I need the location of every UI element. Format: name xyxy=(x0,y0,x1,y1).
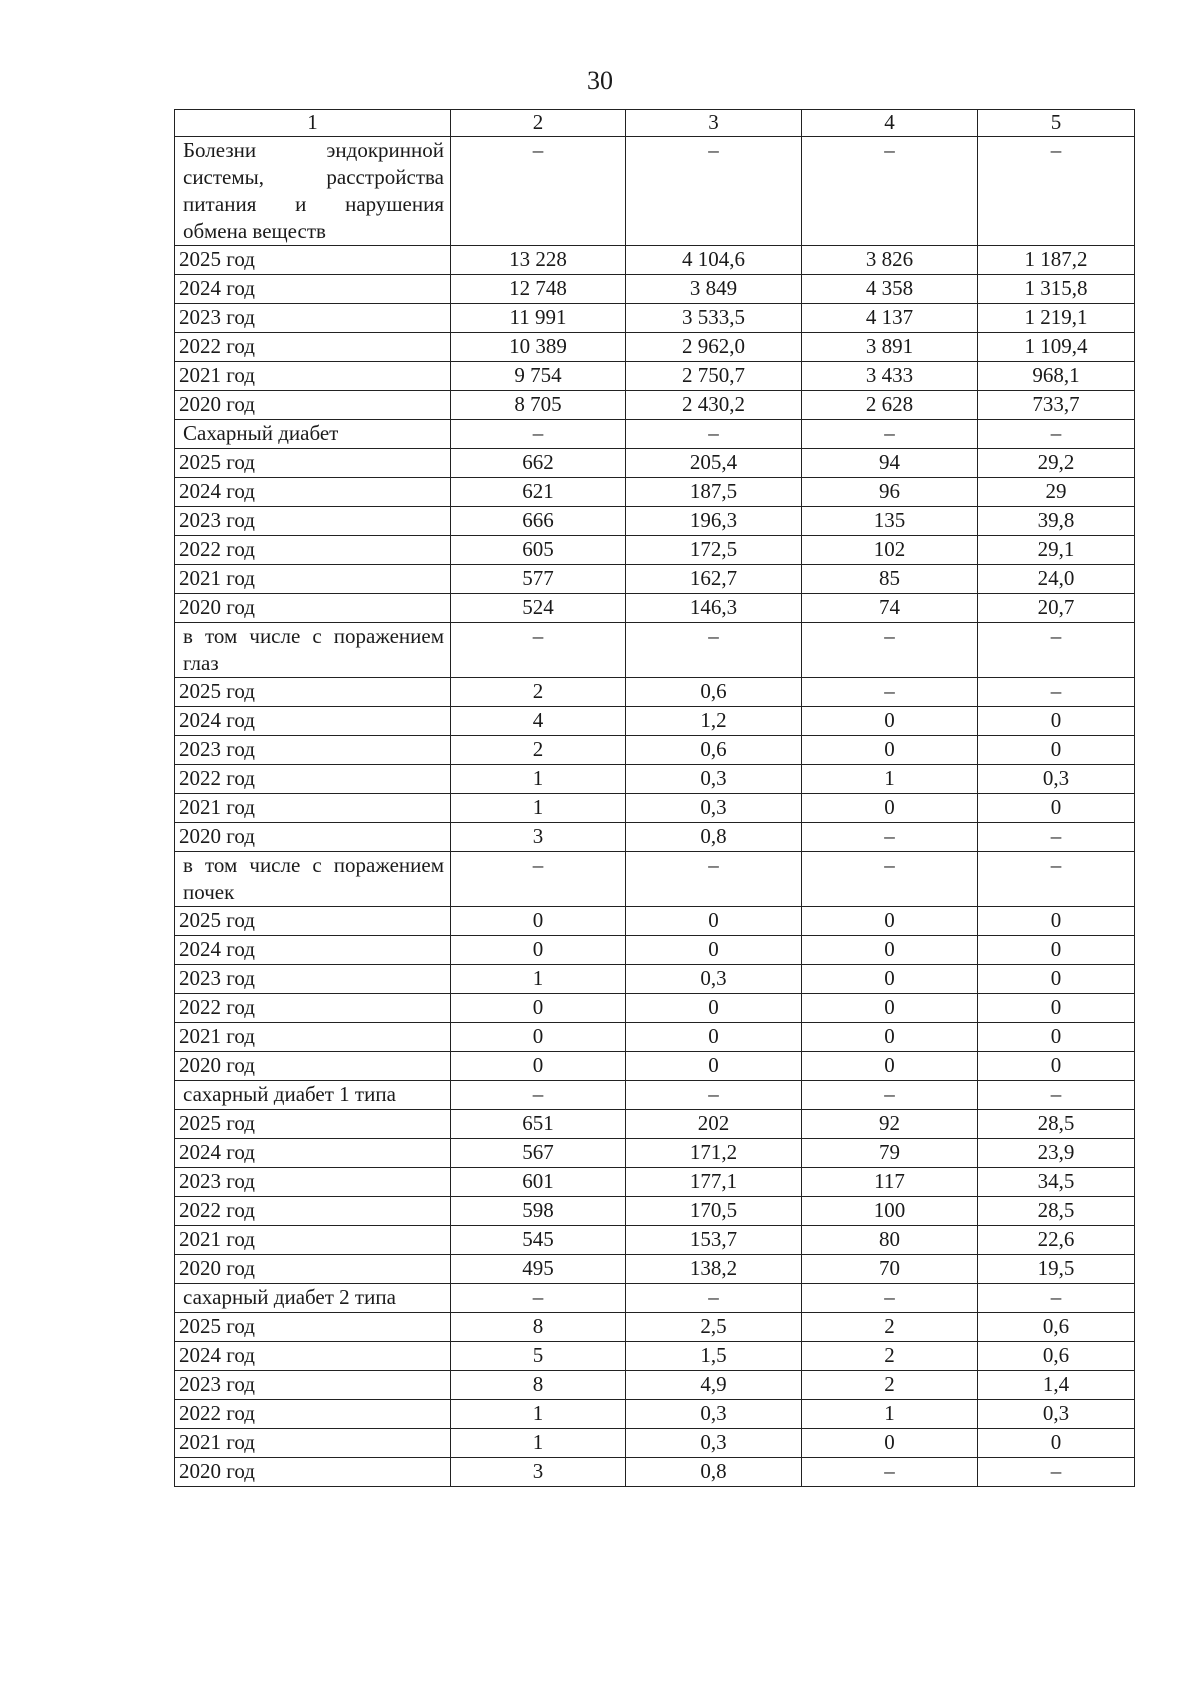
value-cell: 662 xyxy=(451,449,626,478)
value-cell: 0,6 xyxy=(978,1313,1135,1342)
value-cell: – xyxy=(802,623,978,678)
value-cell: 34,5 xyxy=(978,1168,1135,1197)
table-row xyxy=(175,1458,1135,1487)
value-cell: 1 xyxy=(451,794,626,823)
table-row xyxy=(175,594,1135,623)
column-number-cell: 2 xyxy=(451,110,626,137)
value-cell: 117 xyxy=(802,1168,978,1197)
value-cell: 0 xyxy=(626,907,802,936)
value-cell: 0,3 xyxy=(626,765,802,794)
group-label-cell: в том числе с поражением глаз xyxy=(175,623,451,678)
table-row xyxy=(175,1197,1135,1226)
column-number-cell: 4 xyxy=(802,110,978,137)
table-row xyxy=(175,536,1135,565)
value-cell: 12 748 xyxy=(451,275,626,304)
value-cell: 85 xyxy=(802,565,978,594)
value-cell: 1 xyxy=(451,965,626,994)
value-cell: – xyxy=(978,1284,1135,1313)
value-cell: 0 xyxy=(451,936,626,965)
value-cell: 102 xyxy=(802,536,978,565)
table-row xyxy=(175,362,1135,391)
value-cell: 0 xyxy=(978,707,1135,736)
value-cell: 8 xyxy=(451,1371,626,1400)
table-group-row xyxy=(175,420,1135,449)
value-cell: 0,3 xyxy=(626,1429,802,1458)
table-row xyxy=(175,1110,1135,1139)
value-cell: – xyxy=(978,420,1135,449)
value-cell: – xyxy=(802,823,978,852)
year-label-cell: 2025 год xyxy=(175,1110,451,1139)
value-cell: 601 xyxy=(451,1168,626,1197)
value-cell: 1 187,2 xyxy=(978,246,1135,275)
value-cell: 202 xyxy=(626,1110,802,1139)
value-cell: 577 xyxy=(451,565,626,594)
value-cell: 4 137 xyxy=(802,304,978,333)
year-label-cell: 2020 год xyxy=(175,1255,451,1284)
table-row xyxy=(175,478,1135,507)
table-row xyxy=(175,304,1135,333)
value-cell: – xyxy=(626,137,802,246)
value-cell: 0 xyxy=(978,1429,1135,1458)
value-cell: 651 xyxy=(451,1110,626,1139)
value-cell: – xyxy=(802,1081,978,1110)
year-label-cell: 2022 год xyxy=(175,333,451,362)
value-cell: 11 991 xyxy=(451,304,626,333)
value-cell: 0 xyxy=(978,736,1135,765)
value-cell: 0 xyxy=(802,707,978,736)
value-cell: – xyxy=(802,1458,978,1487)
value-cell: – xyxy=(626,420,802,449)
value-cell: 0 xyxy=(451,1023,626,1052)
value-cell: – xyxy=(451,852,626,907)
value-cell: 2 962,0 xyxy=(626,333,802,362)
year-label-cell: 2024 год xyxy=(175,1139,451,1168)
value-cell: – xyxy=(978,678,1135,707)
value-cell: 1,2 xyxy=(626,707,802,736)
group-label-cell: в том числе с поражением почек xyxy=(175,852,451,907)
value-cell: 0,6 xyxy=(626,736,802,765)
year-label-cell: 2025 год xyxy=(175,449,451,478)
value-cell: 3 849 xyxy=(626,275,802,304)
value-cell: 100 xyxy=(802,1197,978,1226)
value-cell: 135 xyxy=(802,507,978,536)
value-cell: 0,6 xyxy=(978,1342,1135,1371)
year-label-cell: 2024 год xyxy=(175,936,451,965)
year-label-cell: 2021 год xyxy=(175,362,451,391)
value-cell: 162,7 xyxy=(626,565,802,594)
group-label-cell: Сахарный диабет xyxy=(175,420,451,449)
value-cell: 0 xyxy=(978,1023,1135,1052)
value-cell: 0,3 xyxy=(626,794,802,823)
value-cell: 0 xyxy=(978,936,1135,965)
value-cell: – xyxy=(802,420,978,449)
table-body xyxy=(175,110,1135,1487)
year-label-cell: 2021 год xyxy=(175,1226,451,1255)
value-cell: – xyxy=(451,1284,626,1313)
value-cell: – xyxy=(978,623,1135,678)
value-cell: 0,6 xyxy=(626,678,802,707)
value-cell: 1,4 xyxy=(978,1371,1135,1400)
value-cell: 13 228 xyxy=(451,246,626,275)
value-cell: 8 705 xyxy=(451,391,626,420)
table-group-row xyxy=(175,1081,1135,1110)
value-cell: 20,7 xyxy=(978,594,1135,623)
table-row xyxy=(175,449,1135,478)
value-cell: 1,5 xyxy=(626,1342,802,1371)
year-label-cell: 2022 год xyxy=(175,536,451,565)
year-label-cell: 2024 год xyxy=(175,707,451,736)
year-label-cell: 2021 год xyxy=(175,794,451,823)
value-cell: 1 315,8 xyxy=(978,275,1135,304)
value-cell: 495 xyxy=(451,1255,626,1284)
year-label-cell: 2020 год xyxy=(175,823,451,852)
column-number-row xyxy=(175,110,1135,137)
table-row xyxy=(175,823,1135,852)
value-cell: 74 xyxy=(802,594,978,623)
value-cell: 1 109,4 xyxy=(978,333,1135,362)
value-cell: 0 xyxy=(451,1052,626,1081)
value-cell: 205,4 xyxy=(626,449,802,478)
value-cell: – xyxy=(802,137,978,246)
year-label-cell: 2020 год xyxy=(175,1458,451,1487)
value-cell: 39,8 xyxy=(978,507,1135,536)
value-cell: – xyxy=(802,852,978,907)
year-label-cell: 2020 год xyxy=(175,391,451,420)
value-cell: 2 750,7 xyxy=(626,362,802,391)
value-cell: 0 xyxy=(626,1052,802,1081)
value-cell: 0 xyxy=(802,736,978,765)
value-cell: 4,9 xyxy=(626,1371,802,1400)
value-cell: 2 xyxy=(802,1342,978,1371)
value-cell: 0 xyxy=(978,994,1135,1023)
table-row xyxy=(175,994,1135,1023)
value-cell: 1 xyxy=(451,765,626,794)
year-label-cell: 2025 год xyxy=(175,1313,451,1342)
value-cell: 0,8 xyxy=(626,823,802,852)
value-cell: 545 xyxy=(451,1226,626,1255)
value-cell: 1 xyxy=(802,1400,978,1429)
year-label-cell: 2022 год xyxy=(175,1400,451,1429)
value-cell: 2 628 xyxy=(802,391,978,420)
value-cell: 0 xyxy=(626,994,802,1023)
value-cell: 3 826 xyxy=(802,246,978,275)
value-cell: 0 xyxy=(626,1023,802,1052)
value-cell: 666 xyxy=(451,507,626,536)
value-cell: – xyxy=(626,1284,802,1313)
table-row xyxy=(175,391,1135,420)
value-cell: 3 533,5 xyxy=(626,304,802,333)
value-cell: 170,5 xyxy=(626,1197,802,1226)
value-cell: – xyxy=(978,852,1135,907)
value-cell: 0 xyxy=(626,936,802,965)
value-cell: 598 xyxy=(451,1197,626,1226)
column-number-cell: 3 xyxy=(626,110,802,137)
value-cell: 968,1 xyxy=(978,362,1135,391)
value-cell: 19,5 xyxy=(978,1255,1135,1284)
value-cell: 0,3 xyxy=(978,1400,1135,1429)
table-row xyxy=(175,275,1135,304)
year-label-cell: 2023 год xyxy=(175,507,451,536)
value-cell: – xyxy=(451,623,626,678)
value-cell: 0 xyxy=(802,994,978,1023)
year-label-cell: 2024 год xyxy=(175,478,451,507)
value-cell: 92 xyxy=(802,1110,978,1139)
group-label-cell: сахарный диабет 1 типа xyxy=(175,1081,451,1110)
value-cell: – xyxy=(451,1081,626,1110)
table-row xyxy=(175,1168,1135,1197)
value-cell: 0,3 xyxy=(626,1400,802,1429)
value-cell: 567 xyxy=(451,1139,626,1168)
value-cell: 0 xyxy=(978,965,1135,994)
value-cell: 1 xyxy=(802,765,978,794)
year-label-cell: 2024 год xyxy=(175,275,451,304)
value-cell: – xyxy=(978,1081,1135,1110)
table-group-row xyxy=(175,852,1135,907)
value-cell: 22,6 xyxy=(978,1226,1135,1255)
value-cell: 0 xyxy=(978,907,1135,936)
value-cell: 29,2 xyxy=(978,449,1135,478)
table-row xyxy=(175,1139,1135,1168)
value-cell: – xyxy=(802,1284,978,1313)
value-cell: 0 xyxy=(802,965,978,994)
table-row xyxy=(175,1255,1135,1284)
value-cell: 94 xyxy=(802,449,978,478)
value-cell: 0 xyxy=(802,1052,978,1081)
table-row xyxy=(175,1052,1135,1081)
year-label-cell: 2023 год xyxy=(175,736,451,765)
year-label-cell: 2022 год xyxy=(175,994,451,1023)
value-cell: 0 xyxy=(451,907,626,936)
year-label-cell: 2023 год xyxy=(175,1168,451,1197)
table-group-row xyxy=(175,1284,1135,1313)
table-row xyxy=(175,1226,1135,1255)
table-row xyxy=(175,965,1135,994)
value-cell: 0,8 xyxy=(626,1458,802,1487)
value-cell: 0 xyxy=(802,1429,978,1458)
table-row xyxy=(175,765,1135,794)
table-group-row xyxy=(175,623,1135,678)
table-row xyxy=(175,1313,1135,1342)
value-cell: 0 xyxy=(802,907,978,936)
table-row xyxy=(175,1400,1135,1429)
value-cell: 0,3 xyxy=(626,965,802,994)
value-cell: 177,1 xyxy=(626,1168,802,1197)
value-cell: 96 xyxy=(802,478,978,507)
value-cell: – xyxy=(451,137,626,246)
table-group-row xyxy=(175,137,1135,246)
value-cell: 0 xyxy=(802,936,978,965)
value-cell: 0,3 xyxy=(978,765,1135,794)
value-cell: 4 358 xyxy=(802,275,978,304)
table-row xyxy=(175,794,1135,823)
value-cell: 29,1 xyxy=(978,536,1135,565)
value-cell: 605 xyxy=(451,536,626,565)
column-number-cell: 5 xyxy=(978,110,1135,137)
value-cell: 3 433 xyxy=(802,362,978,391)
value-cell: 4 104,6 xyxy=(626,246,802,275)
value-cell: 0 xyxy=(451,994,626,1023)
value-cell: 8 xyxy=(451,1313,626,1342)
table-row xyxy=(175,507,1135,536)
group-label-cell: Болезни эндокринной системы, расстройства питания и нарушения обмена веществ xyxy=(175,137,451,246)
year-label-cell: 2025 год xyxy=(175,246,451,275)
year-label-cell: 2024 год xyxy=(175,1342,451,1371)
value-cell: – xyxy=(626,852,802,907)
value-cell: 171,2 xyxy=(626,1139,802,1168)
year-label-cell: 2021 год xyxy=(175,1023,451,1052)
table-row xyxy=(175,1023,1135,1052)
value-cell: 0 xyxy=(978,794,1135,823)
year-label-cell: 2023 год xyxy=(175,304,451,333)
value-cell: 80 xyxy=(802,1226,978,1255)
value-cell: 0 xyxy=(802,1023,978,1052)
table-row xyxy=(175,246,1135,275)
year-label-cell: 2025 год xyxy=(175,678,451,707)
value-cell: 2,5 xyxy=(626,1313,802,1342)
table-row xyxy=(175,936,1135,965)
value-cell: – xyxy=(978,823,1135,852)
value-cell: 28,5 xyxy=(978,1110,1135,1139)
value-cell: 1 xyxy=(451,1400,626,1429)
value-cell: – xyxy=(978,137,1135,246)
table-row xyxy=(175,678,1135,707)
year-label-cell: 2022 год xyxy=(175,1197,451,1226)
table-row xyxy=(175,1342,1135,1371)
year-label-cell: 2021 год xyxy=(175,1429,451,1458)
value-cell: 5 xyxy=(451,1342,626,1371)
table-row xyxy=(175,565,1135,594)
value-cell: 10 389 xyxy=(451,333,626,362)
value-cell: 2 xyxy=(802,1371,978,1400)
value-cell: 524 xyxy=(451,594,626,623)
table-row xyxy=(175,707,1135,736)
value-cell: 1 xyxy=(451,1429,626,1458)
value-cell: 3 xyxy=(451,823,626,852)
value-cell: – xyxy=(978,1458,1135,1487)
value-cell: 187,5 xyxy=(626,478,802,507)
statistics-table xyxy=(174,109,1135,1487)
value-cell: 621 xyxy=(451,478,626,507)
year-label-cell: 2025 год xyxy=(175,907,451,936)
value-cell: 2 xyxy=(802,1313,978,1342)
value-cell: 28,5 xyxy=(978,1197,1135,1226)
value-cell: 70 xyxy=(802,1255,978,1284)
value-cell: 146,3 xyxy=(626,594,802,623)
value-cell: 172,5 xyxy=(626,536,802,565)
value-cell: 138,2 xyxy=(626,1255,802,1284)
value-cell: 3 xyxy=(451,1458,626,1487)
value-cell: 23,9 xyxy=(978,1139,1135,1168)
value-cell: 0 xyxy=(802,794,978,823)
value-cell: – xyxy=(626,1081,802,1110)
value-cell: 733,7 xyxy=(978,391,1135,420)
year-label-cell: 2022 год xyxy=(175,765,451,794)
value-cell: 2 xyxy=(451,678,626,707)
value-cell: 79 xyxy=(802,1139,978,1168)
value-cell: 9 754 xyxy=(451,362,626,391)
value-cell: 3 891 xyxy=(802,333,978,362)
value-cell: – xyxy=(451,420,626,449)
value-cell: – xyxy=(626,623,802,678)
value-cell: 2 430,2 xyxy=(626,391,802,420)
year-label-cell: 2021 год xyxy=(175,565,451,594)
table-row xyxy=(175,1371,1135,1400)
value-cell: 1 219,1 xyxy=(978,304,1135,333)
table-row xyxy=(175,333,1135,362)
value-cell: 24,0 xyxy=(978,565,1135,594)
table-row xyxy=(175,736,1135,765)
table-row xyxy=(175,1429,1135,1458)
value-cell: 29 xyxy=(978,478,1135,507)
year-label-cell: 2023 год xyxy=(175,1371,451,1400)
table-row xyxy=(175,907,1135,936)
value-cell: 196,3 xyxy=(626,507,802,536)
year-label-cell: 2020 год xyxy=(175,594,451,623)
year-label-cell: 2023 год xyxy=(175,965,451,994)
value-cell: 0 xyxy=(978,1052,1135,1081)
value-cell: 153,7 xyxy=(626,1226,802,1255)
column-number-cell: 1 xyxy=(175,110,451,137)
group-label-cell: сахарный диабет 2 типа xyxy=(175,1284,451,1313)
page-number: 30 xyxy=(587,66,613,95)
value-cell: – xyxy=(802,678,978,707)
year-label-cell: 2020 год xyxy=(175,1052,451,1081)
value-cell: 4 xyxy=(451,707,626,736)
value-cell: 2 xyxy=(451,736,626,765)
